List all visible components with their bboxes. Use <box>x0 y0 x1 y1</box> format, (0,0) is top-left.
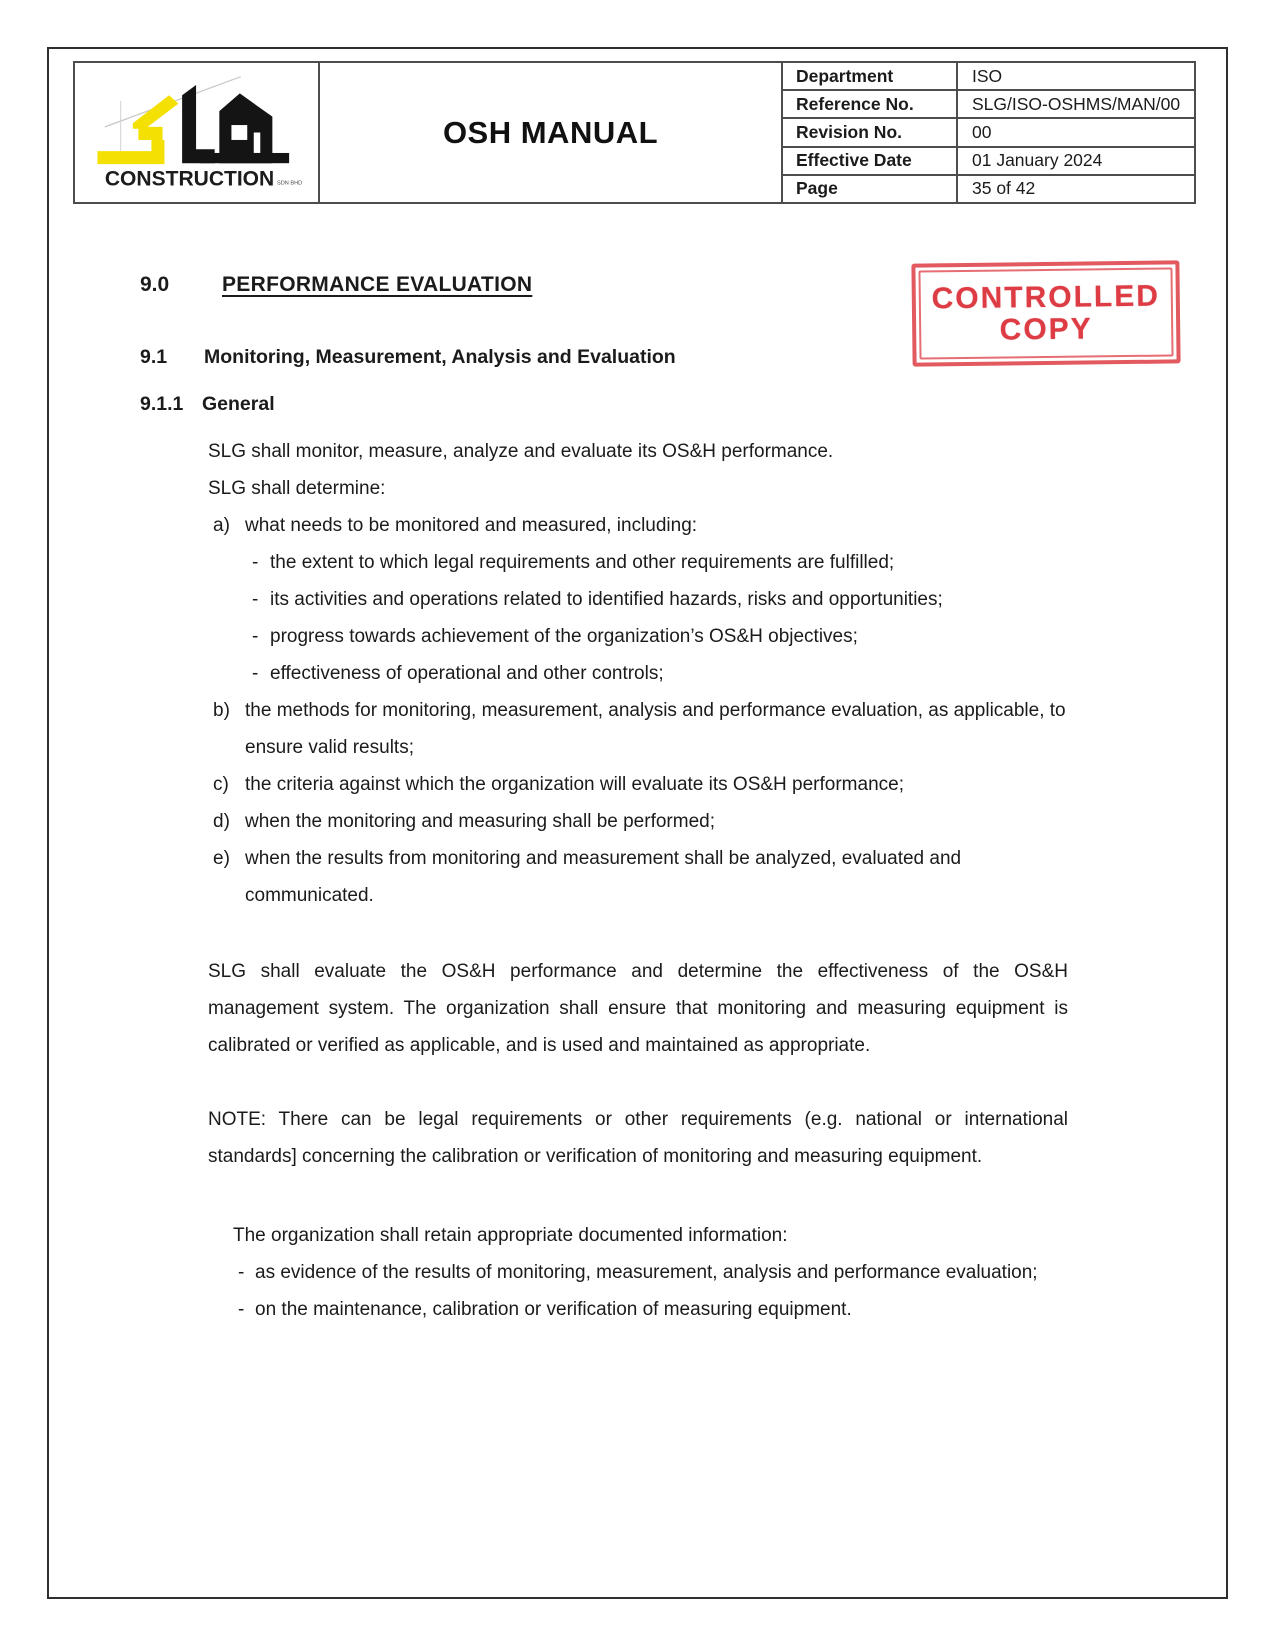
list-item-e <box>213 840 1088 914</box>
meta-value: SLG/ISO-OSHMS/MAN/00 <box>972 93 1181 114</box>
section-number: 9.1.1 <box>140 393 184 415</box>
list-text: when the results from monitoring and measurement shall be analyzed, evaluated and communicated. <box>245 848 962 906</box>
list-marker: d) <box>213 811 230 832</box>
logo-letter-s-top <box>132 95 178 140</box>
list-text: what needs to be monitored and measured, including: <box>245 515 698 536</box>
meta-value: ISO <box>972 65 1003 86</box>
retain-intro: The organization shall retain appropriate documented information: <box>233 1225 788 1246</box>
dash-bullet: - <box>252 589 259 610</box>
list-marker: e) <box>213 848 230 869</box>
logo-construction-text: CONSTRUCTION <box>104 166 274 191</box>
retain-list-text: on the maintenance, calibration or verification of measuring equipment. <box>255 1299 852 1320</box>
sub-list-text: the extent to which legal requirements and other requirements are fulfilled; <box>270 552 895 573</box>
logo-letter-l <box>182 85 215 163</box>
meta-value: 00 <box>972 122 992 142</box>
list-item-a <box>213 507 1088 544</box>
meta-label: Reference No. <box>783 91 958 117</box>
document-title: OSH MANUAL <box>442 114 659 150</box>
meta-label: Department <box>783 63 958 89</box>
paragraph: SLG shall determine: <box>208 478 386 499</box>
meta-label: Effective Date <box>783 148 958 174</box>
meta-row-effective-date <box>783 148 1194 176</box>
meta-value: 01 January 2024 <box>972 150 1103 171</box>
dash-bullet: - <box>238 1299 245 1320</box>
logo-letter-g-slit <box>253 133 260 153</box>
retain-list-item <box>238 1254 1100 1291</box>
document-content <box>140 270 1088 1328</box>
sub-list-text: progress towards achievement of the organization’s OS&H objectives; <box>270 626 858 647</box>
stamp-line1: CONTROLLED <box>931 279 1161 315</box>
section-title: Monitoring, Measurement, Analysis and Evaluation <box>204 346 676 368</box>
retain-list-item <box>238 1291 1100 1328</box>
list-marker: b) <box>213 700 230 721</box>
dash-bullet: - <box>252 552 259 573</box>
section-body <box>208 433 1088 1328</box>
section-title: General <box>202 393 275 415</box>
section-9-1-heading <box>140 344 1088 370</box>
section-9-1-1-heading <box>140 391 1088 417</box>
meta-row-department <box>783 63 1194 91</box>
meta-row-reference <box>783 91 1194 119</box>
sub-list-item <box>252 544 1088 581</box>
list-item-c <box>213 766 1088 803</box>
list-item-d <box>213 803 1088 840</box>
list-text: the criteria against which the organization will evaluate its OS&H performance; <box>245 774 904 795</box>
list-item-b <box>213 692 1088 766</box>
note-paragraph: NOTE: There can be legal requirements or other requirements (e.g. national or international standards] concerning the calibration or verification of monitoring and measuring equipment. <box>208 1109 1068 1167</box>
meta-label: Page <box>783 176 958 202</box>
sub-list-item <box>252 618 1088 655</box>
header-table <box>73 61 1196 204</box>
meta-label: Revision No. <box>783 119 958 145</box>
stamp-line2: COPY <box>999 311 1093 347</box>
logo-cell <box>75 63 320 202</box>
meta-row-page <box>783 176 1194 202</box>
sub-list-item <box>252 655 1088 692</box>
header-meta-table <box>783 63 1194 202</box>
logo-letter-s-bottom <box>97 140 164 164</box>
evaluate-paragraph: SLG shall evaluate the OS&H performance and determine the effectiveness of the OS&H management system. The organization shall ensure that monitoring and measuring equipment is calibrated or verified as applicable, and is used and maintained as appropriate. <box>208 961 1068 1056</box>
paragraph: SLG shall monitor, measure, analyze and evaluate its OS&H performance. <box>208 441 834 462</box>
dash-bullet: - <box>252 626 259 647</box>
sub-list-item <box>252 581 1088 618</box>
meta-value: 35 of 42 <box>972 178 1036 199</box>
list-marker: a) <box>213 515 230 536</box>
slg-construction-logo <box>90 67 304 198</box>
retain-list-text: as evidence of the results of monitoring, measurement, analysis and performance evaluation; <box>255 1262 1038 1283</box>
section-9-0-heading <box>140 270 1088 300</box>
logo-base-bar <box>199 153 288 163</box>
sub-list-text: its activities and operations related to identified hazards, risks and opportunities; <box>270 589 943 610</box>
dash-bullet: - <box>252 663 259 684</box>
list-text: the methods for monitoring, measurement, analysis and performance evaluation, as applicable, to ensure valid results; <box>245 700 1066 758</box>
section-number: 9.0 <box>140 273 170 296</box>
sub-list-text: effectiveness of operational and other controls; <box>270 663 664 684</box>
list-marker: c) <box>213 774 229 795</box>
meta-row-revision <box>783 119 1194 147</box>
section-number: 9.1 <box>140 346 168 368</box>
section-title: PERFORMANCE EVALUATION <box>222 273 533 296</box>
logo-letter-g-counter <box>231 125 247 140</box>
logo-small-text: SDN BHD <box>276 180 302 187</box>
list-text: when the monitoring and measuring shall be performed; <box>245 811 715 832</box>
title-cell <box>320 63 783 202</box>
dash-bullet: - <box>238 1262 245 1283</box>
